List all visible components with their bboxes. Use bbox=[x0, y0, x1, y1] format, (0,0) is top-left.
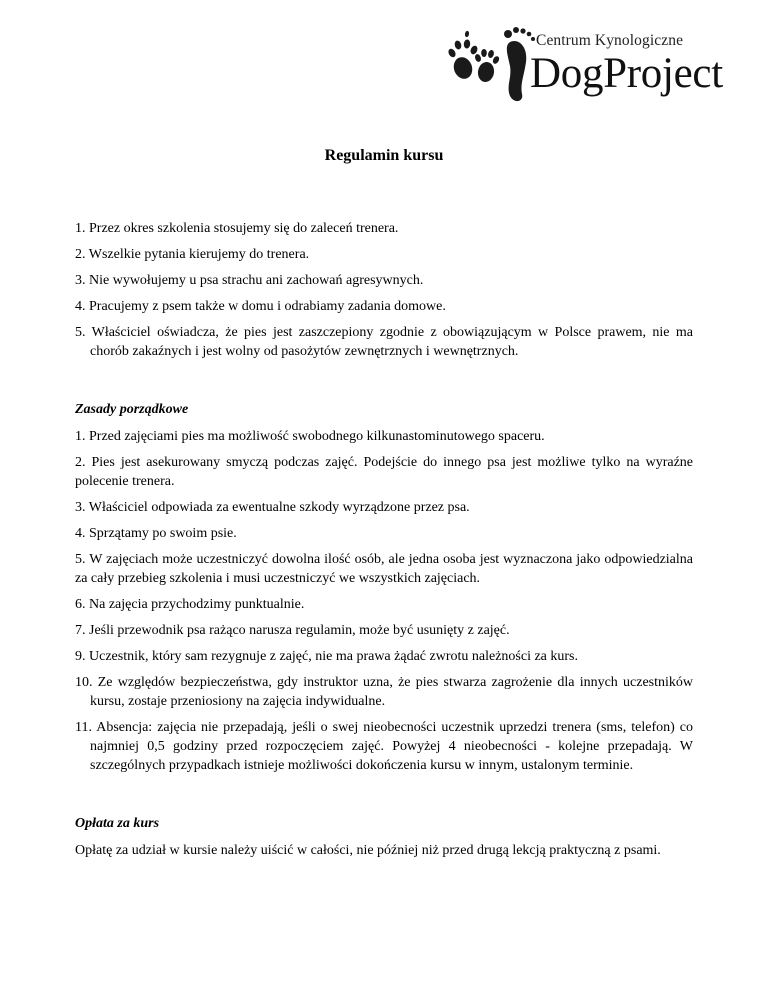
order-rule-item: 2. Pies jest asekurowany smyczą podczas zajęć. Podejście do innego psa jest możliwe tylko na wyraźne polecenie trenera. bbox=[75, 455, 693, 489]
order-rule-item: 9. Uczestnik, który sam rezygnuje z zajęć, nie ma prawa żądać zwrotu należności za kurs. bbox=[75, 649, 578, 664]
order-section-heading: Zasady porządkowe bbox=[75, 402, 189, 417]
company-logo bbox=[446, 22, 736, 104]
rule-item: 2. Wszelkie pytania kierujemy do trenera. bbox=[75, 247, 310, 262]
order-rule-item: 5. W zajęciach może uczestniczyć dowolna ilość osób, ale jedna osoba jest wyznaczona jako odpowiedzialna za cały przebieg szkolenia i musi uczestniczyć we wszystkich zajęciach. bbox=[75, 552, 693, 586]
logo-wordmark: DogProject bbox=[530, 50, 723, 97]
order-rule-item: 7. Jeśli przewodnik psa rażąco narusza regulamin, może być usunięty z zajęć. bbox=[75, 623, 510, 638]
section-spacer bbox=[75, 368, 693, 400]
order-rule-item: 3. Właściciel odpowiada za ewentualne szkody wyrządzone przez psa. bbox=[75, 500, 470, 515]
rule-item: 4. Pracujemy z psem także w domu i odrabiamy zadania domowe. bbox=[75, 299, 446, 314]
paw-prints-icon bbox=[446, 22, 538, 104]
rule-item: 5. Właściciel oświadcza, że pies jest zaszczepiony zgodnie z obowiązującym w Polsce prawem, nie ma chorób zakaźnych i jest wolny od pasożytów zewnętrznych i wewnętrznych. bbox=[75, 325, 693, 359]
rule-item: 3. Nie wywołujemy u psa strachu ani zachowań agresywnych. bbox=[75, 273, 424, 288]
order-rule-item: 4. Sprzątamy po swoim psie. bbox=[75, 526, 237, 541]
rule-item: 1. Przez okres szkolenia stosujemy się do zaleceń trenera. bbox=[75, 221, 399, 236]
fee-section-heading: Opłata za kurs bbox=[75, 816, 160, 831]
document-title: Regulamin kursu bbox=[324, 147, 444, 164]
logo-subtitle: Centrum Kynologiczne bbox=[536, 32, 684, 49]
section-spacer bbox=[75, 782, 693, 814]
fee-text: Opłatę za udział w kursie należy uiścić w całości, nie później niż przed drugą lekcją praktyczną z psami. bbox=[75, 843, 661, 858]
order-rule-item: 6. Na zajęcia przychodzimy punktualnie. bbox=[75, 597, 305, 612]
document-body bbox=[75, 219, 693, 867]
order-rule-item: 10. Ze względów bezpieczeństwa, gdy instruktor uzna, że pies stwarza zagrożenie dla innych uczestników kursu, zostaje przeniosiony na zajęcia indywidualne. bbox=[75, 675, 693, 709]
order-rule-item: 11. Absencja: zajęcia nie przepadają, jeśli o swej nieobecności uczestnik uprzedzi trenera (sms, telefon) co najmniej 0,5 godziny przed rozpoczęciem zajęć. Powyżej 4 nieobecności - kolejne przepadają. W szczególnych przypadkach istnieje możliwości dokończenia kursu w innym, ustalonym terminie. bbox=[75, 720, 693, 773]
order-rule-item: 1. Przed zajęciami pies ma możliwość swobodnego kilkunastominutowego spaceru. bbox=[75, 429, 545, 444]
